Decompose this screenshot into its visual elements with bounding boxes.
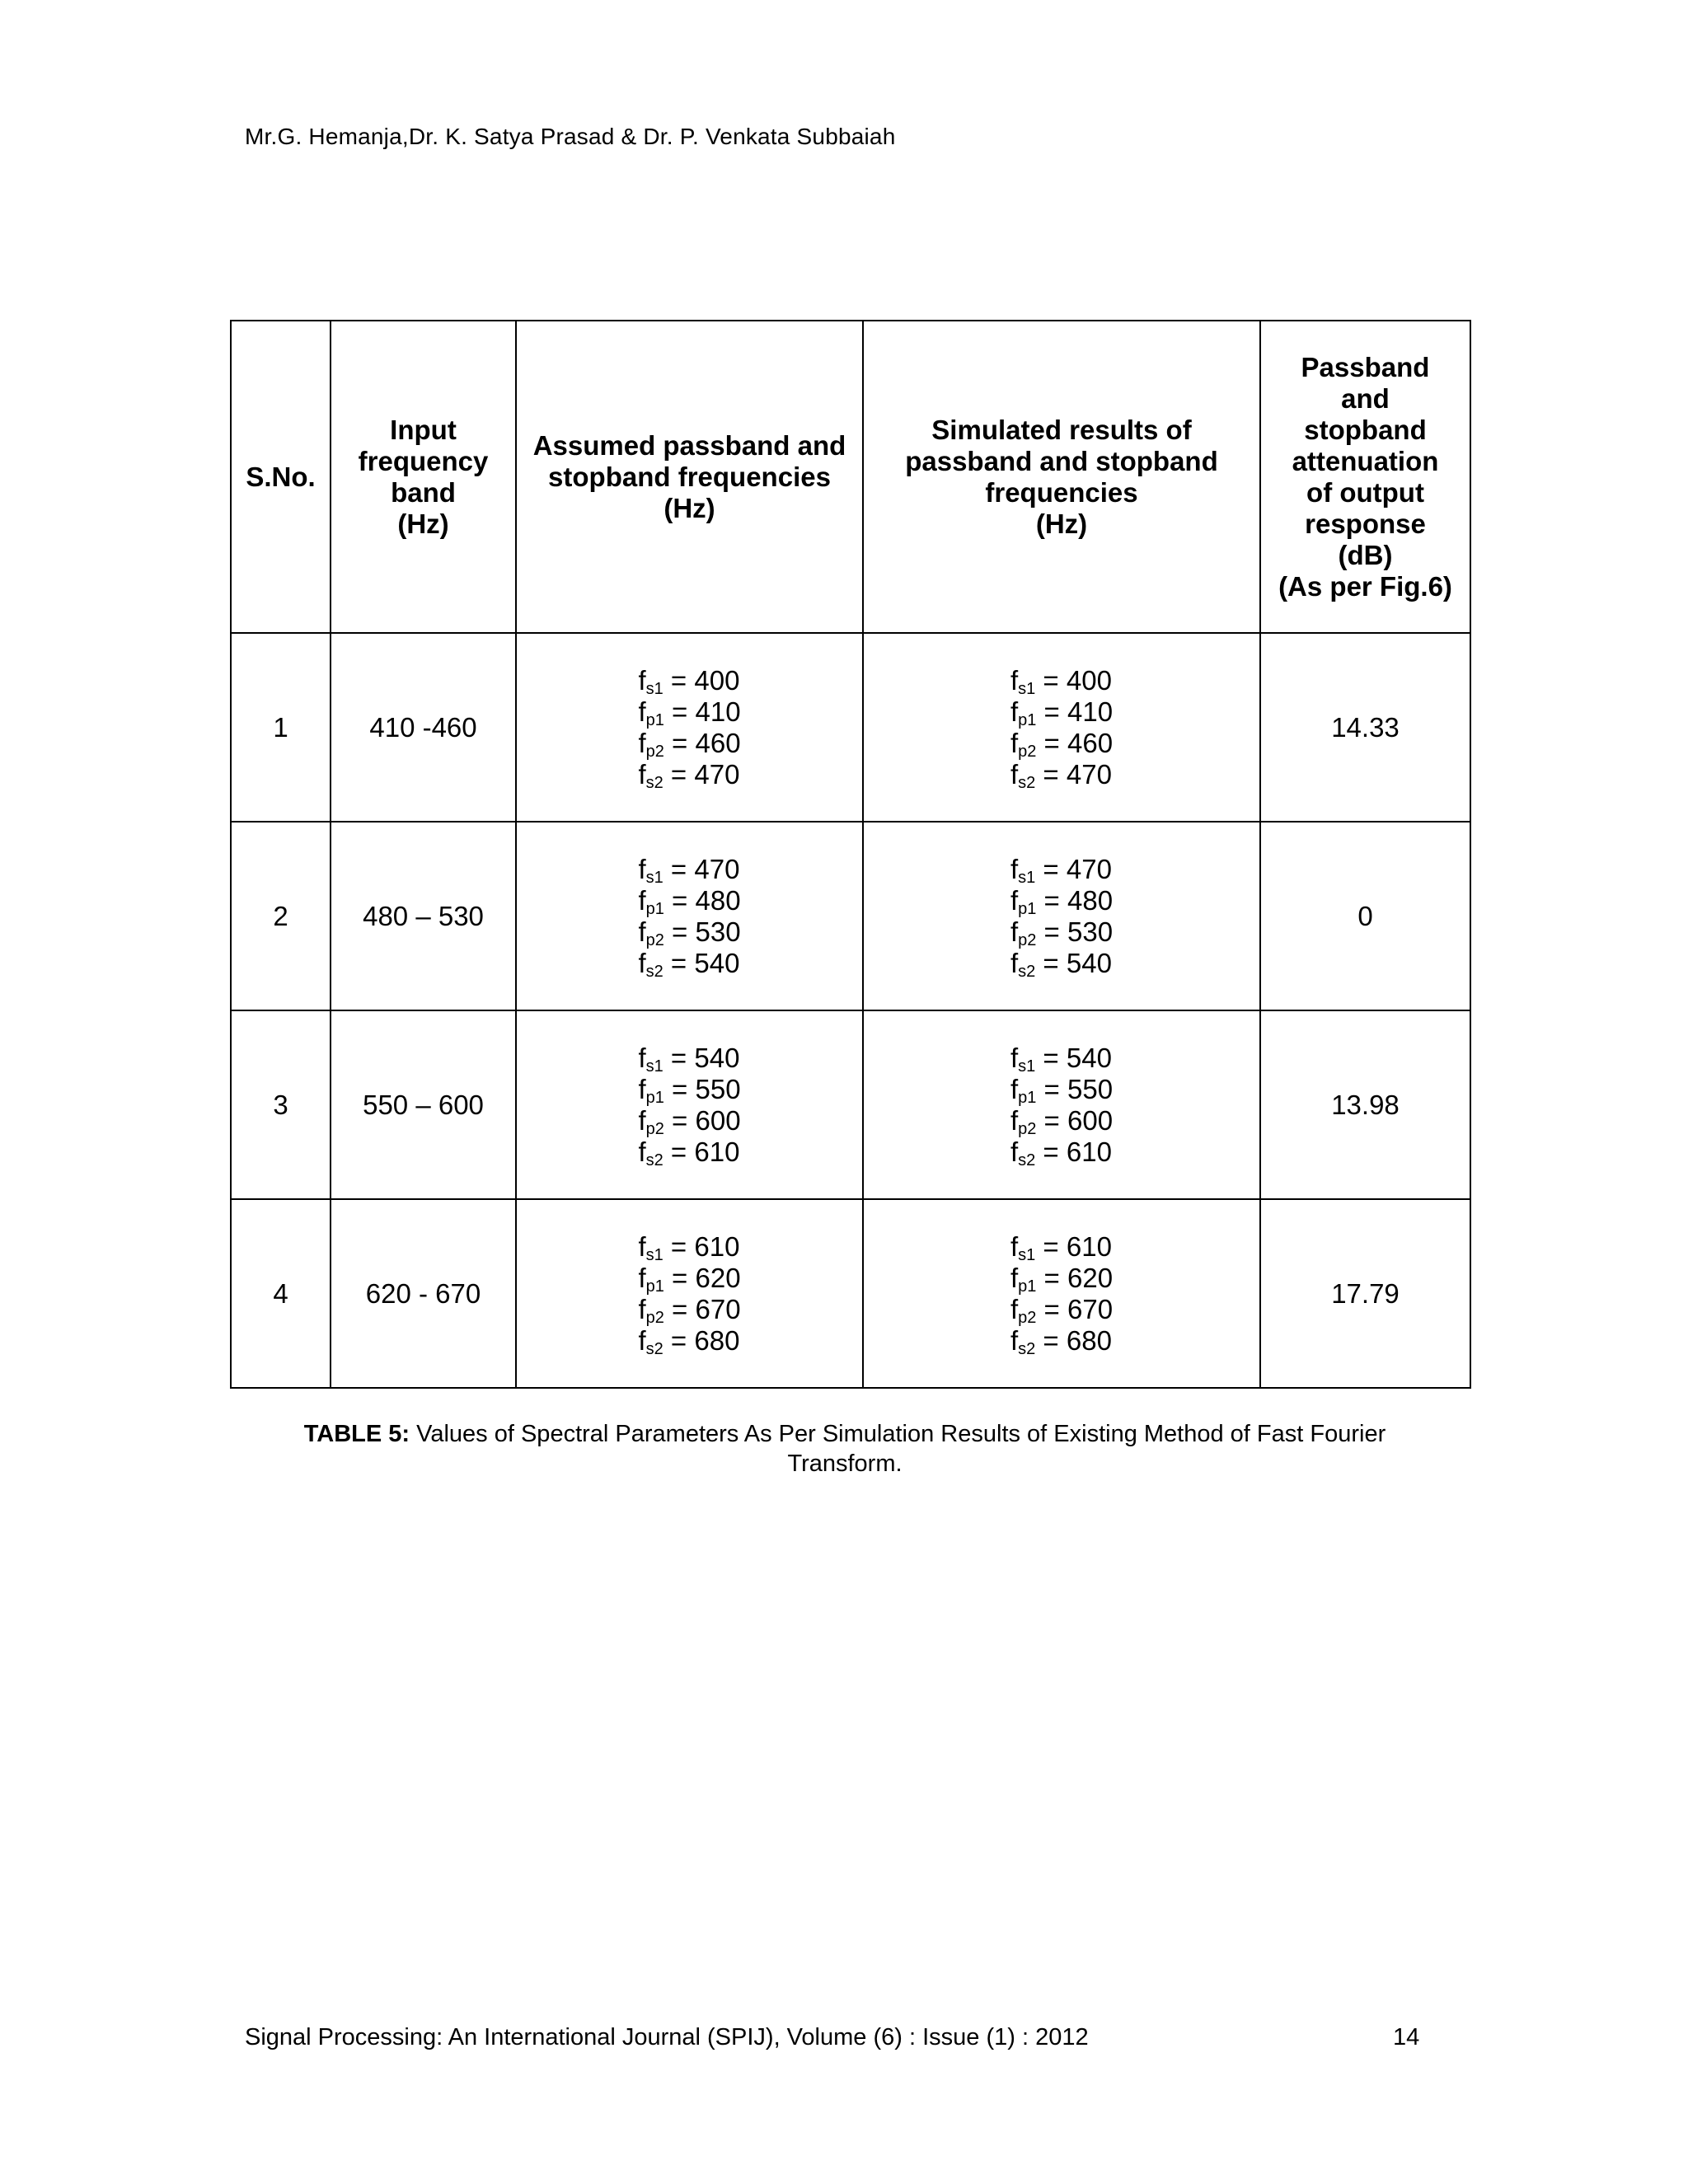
frequency-entry: $f_{p1} = 550$ bbox=[638, 1073, 741, 1107]
frequency-entry: $f_{s2} = 540$ bbox=[638, 947, 740, 981]
frequency-entry: $f_{p1} = 550$ bbox=[1010, 1073, 1114, 1107]
table-row bbox=[231, 822, 1470, 1010]
caption-label: TABLE 5: bbox=[303, 1421, 410, 1447]
cell-input-band: 480 – 530 bbox=[331, 822, 516, 1010]
cell-sno: 4 bbox=[231, 1199, 331, 1388]
cell-sno: 1 bbox=[231, 633, 331, 822]
frequency-entry: $f_{p1} = 480$ bbox=[638, 884, 741, 918]
header-line: band bbox=[391, 476, 456, 508]
cell-sno: 2 bbox=[231, 822, 331, 1010]
page-number: 14 bbox=[1393, 2024, 1420, 2050]
cell-assumed-frequencies bbox=[516, 1199, 863, 1388]
frequency-entry: $f_{s2} = 610$ bbox=[638, 1136, 740, 1169]
header-line: Input bbox=[390, 414, 457, 445]
cell-simulated-frequencies bbox=[863, 822, 1260, 1010]
cell-assumed-frequencies bbox=[516, 822, 863, 1010]
frequency-entry: $f_{p1} = 620$ bbox=[1010, 1262, 1114, 1296]
frequency-entry: $f_{s1} = 470$ bbox=[1010, 853, 1112, 887]
frequency-entry: $f_{p1} = 410$ bbox=[638, 696, 741, 729]
header-line: (dB) bbox=[1338, 539, 1393, 570]
header-input-band bbox=[331, 321, 516, 633]
frequency-entry: $f_{s2} = 470$ bbox=[638, 758, 740, 792]
cell-attenuation: 13.98 bbox=[1260, 1010, 1470, 1199]
frequency-entry: $f_{s1} = 610$ bbox=[638, 1230, 740, 1264]
cell-attenuation: 0 bbox=[1260, 822, 1470, 1010]
cell-simulated-frequencies bbox=[863, 633, 1260, 822]
frequency-entry: $f_{p2} = 530$ bbox=[1010, 916, 1114, 949]
table-row bbox=[231, 1010, 1470, 1199]
frequency-entry: $f_{p2} = 600$ bbox=[638, 1104, 741, 1138]
frequency-entry: $f_{p1} = 480$ bbox=[1010, 884, 1114, 918]
header-line: (Hz) bbox=[663, 492, 715, 523]
frequency-entry: $f_{s2} = 610$ bbox=[1010, 1136, 1112, 1169]
header-line: response bbox=[1305, 508, 1426, 539]
header-line: of output bbox=[1306, 476, 1424, 508]
frequency-entry: $f_{s1} = 540$ bbox=[1010, 1042, 1112, 1076]
cell-sno: 3 bbox=[231, 1010, 331, 1199]
header-simulated-frequencies bbox=[863, 321, 1260, 633]
frequency-entry: $f_{s1} = 400$ bbox=[638, 664, 740, 698]
frequency-entry: $f_{s1} = 470$ bbox=[638, 853, 740, 887]
cell-attenuation: 17.79 bbox=[1260, 1199, 1470, 1388]
frequency-entry: $f_{s1} = 400$ bbox=[1010, 664, 1112, 698]
header-line: Simulated results of bbox=[931, 414, 1192, 445]
cell-simulated-frequencies bbox=[863, 1010, 1260, 1199]
header-assumed-frequencies bbox=[516, 321, 863, 633]
cell-input-band: 410 -460 bbox=[331, 633, 516, 822]
header-line: S.No. bbox=[246, 461, 316, 492]
running-header-authors: Mr.G. Hemanja,Dr. K. Satya Prasad & Dr. P. Venkata Subbaiah bbox=[245, 124, 896, 149]
frequency-entry: $f_{p2} = 600$ bbox=[1010, 1104, 1114, 1138]
table-caption bbox=[280, 1419, 1409, 1479]
header-sno bbox=[231, 321, 331, 633]
header-line: stopband bbox=[1304, 414, 1427, 445]
table-header-row bbox=[231, 321, 1470, 633]
frequency-entry: $f_{p2} = 460$ bbox=[638, 727, 741, 761]
cell-attenuation: 14.33 bbox=[1260, 633, 1470, 822]
table-row bbox=[231, 633, 1470, 822]
frequency-entry: $f_{p2} = 530$ bbox=[638, 916, 741, 949]
frequency-entry: $f_{s2} = 540$ bbox=[1010, 947, 1112, 981]
frequency-entry: $f_{s1} = 540$ bbox=[638, 1042, 740, 1076]
caption-text: Values of Spectral Parameters As Per Simulation Results of Existing Method of Fast Fourier Transform. bbox=[410, 1421, 1386, 1477]
header-line: Passband bbox=[1301, 351, 1430, 382]
header-line: Assumed passband and bbox=[532, 429, 846, 461]
header-line: and bbox=[1341, 382, 1390, 414]
header-line: stopband frequencies bbox=[548, 461, 831, 492]
header-line: frequency bbox=[358, 445, 489, 476]
header-line: attenuation bbox=[1292, 445, 1439, 476]
frequency-entry: $f_{p2} = 460$ bbox=[1010, 727, 1114, 761]
table-row bbox=[231, 1199, 1470, 1388]
frequency-entry: $f_{p2} = 670$ bbox=[638, 1293, 741, 1327]
cell-assumed-frequencies bbox=[516, 633, 863, 822]
cell-input-band: 620 - 670 bbox=[331, 1199, 516, 1388]
frequency-entry: $f_{s2} = 680$ bbox=[1010, 1324, 1112, 1358]
footer-journal: Signal Processing: An International Journal (SPIJ), Volume (6) : Issue (1) : 2012 bbox=[245, 2024, 1089, 2050]
spectral-parameters-table bbox=[230, 320, 1471, 1389]
header-line: passband and stopband bbox=[905, 445, 1218, 476]
cell-input-band: 550 – 600 bbox=[331, 1010, 516, 1199]
cell-assumed-frequencies bbox=[516, 1010, 863, 1199]
header-line: (As per Fig.6) bbox=[1278, 570, 1452, 602]
header-line: frequencies bbox=[985, 476, 1138, 508]
frequency-entry: $f_{p1} = 410$ bbox=[1010, 696, 1114, 729]
header-attenuation bbox=[1260, 321, 1470, 633]
header-line: (Hz) bbox=[397, 508, 449, 539]
frequency-entry: $f_{p2} = 670$ bbox=[1010, 1293, 1114, 1327]
frequency-entry: $f_{s2} = 680$ bbox=[638, 1324, 740, 1358]
frequency-entry: $f_{s2} = 470$ bbox=[1010, 758, 1112, 792]
frequency-entry: $f_{s1} = 610$ bbox=[1010, 1230, 1112, 1264]
cell-simulated-frequencies bbox=[863, 1199, 1260, 1388]
header-line: (Hz) bbox=[1035, 508, 1088, 539]
frequency-entry: $f_{p1} = 620$ bbox=[638, 1262, 741, 1296]
